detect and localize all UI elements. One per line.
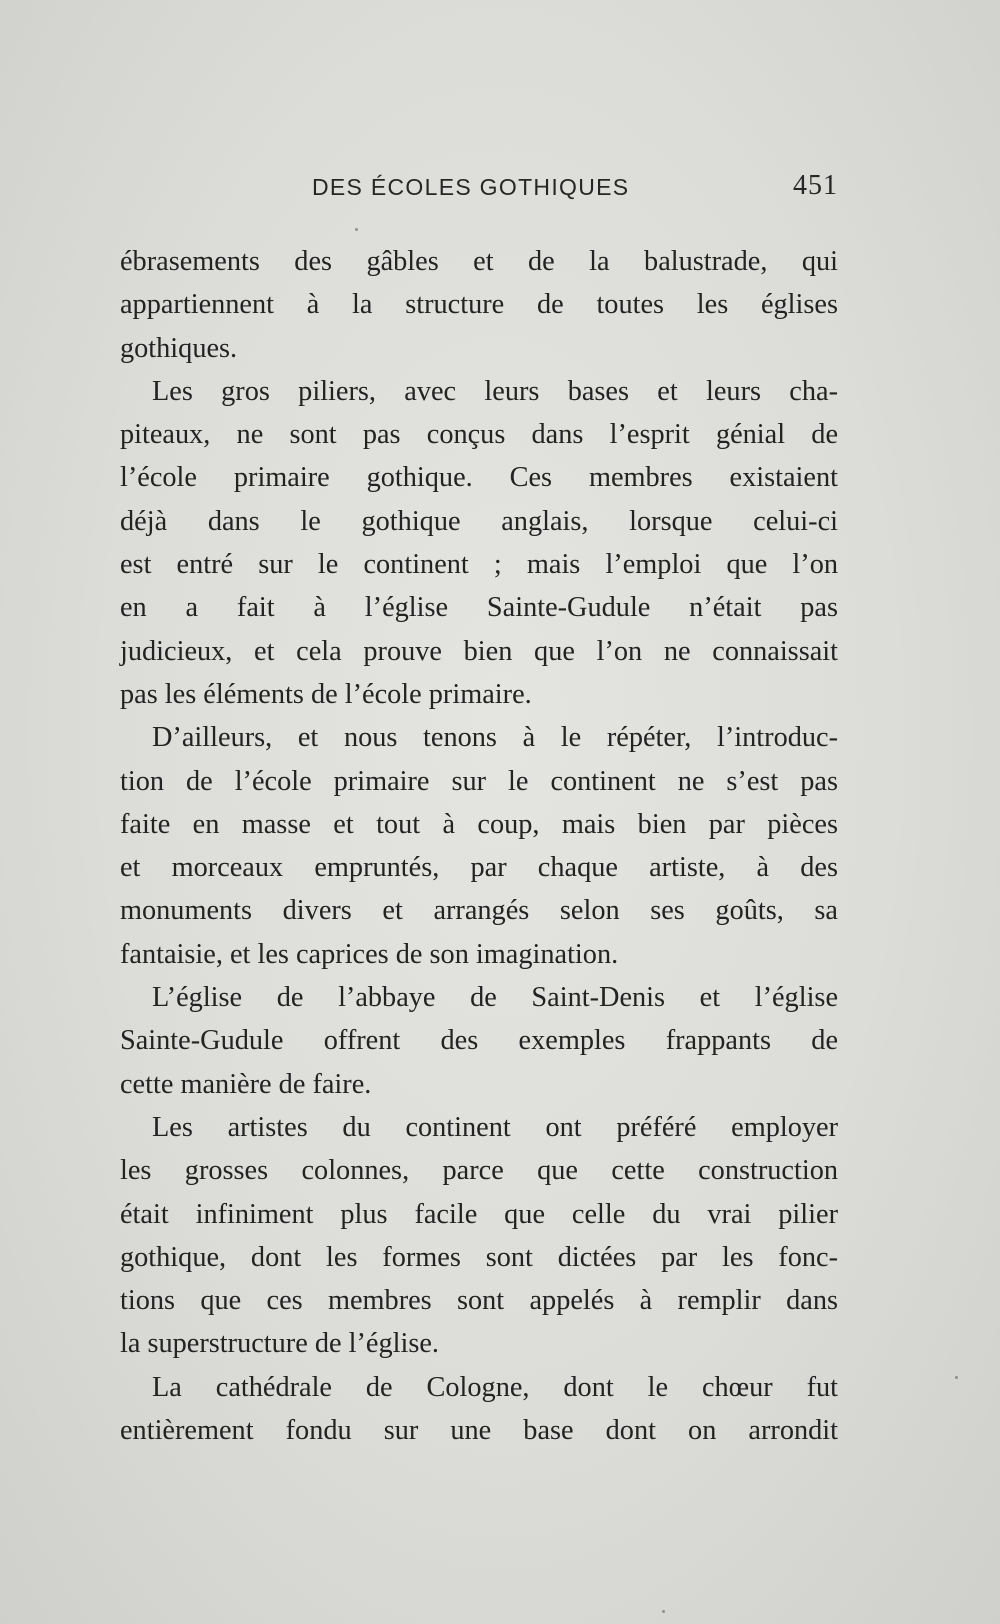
body-text [120, 240, 838, 1452]
text-line: Les artistes du continent ont préféré employer [152, 1111, 838, 1143]
text-line: ébrasements des gâbles et de la balustrade, qui [120, 246, 838, 277]
text-line: la superstructure de l’église. [120, 1328, 440, 1360]
ink-speck [955, 1376, 958, 1379]
text-line: tion de l’école primaire sur le continent ne s’est pas [120, 765, 838, 797]
page-header [120, 170, 838, 206]
text-line: tions que ces membres sont appelés à remplir dans [120, 1285, 838, 1317]
text-line: était infiniment plus facile que celle du vrai pilier [120, 1198, 838, 1230]
text-line: pas les éléments de l’école primaire. [120, 678, 532, 710]
text-line: D’ailleurs, et nous tenons à le répéter, l’introduc- [152, 722, 838, 754]
paragraph [120, 1366, 838, 1453]
text-line: est entré sur le continent ; mais l’emploi que l’on [120, 549, 838, 581]
text-line: gothiques. [120, 332, 238, 364]
paragraph [120, 1106, 838, 1366]
text-line: Les gros piliers, avec leurs bases et leurs cha- [152, 375, 838, 407]
text-line: cette manière de faire. [120, 1068, 372, 1100]
paragraph [120, 976, 838, 1106]
ink-speck [662, 1610, 665, 1613]
text-line: les grosses colonnes, parce que cette construction [120, 1155, 838, 1187]
text-line: Sainte-Gudule offrent des exemples frappants de [120, 1025, 838, 1057]
text-line: gothique, dont les formes sont dictées par les fonc- [120, 1241, 838, 1273]
running-title: DES ÉCOLES GOTHIQUES [312, 174, 630, 200]
text-line: monuments divers et arrangés selon ses goûts, sa [120, 895, 838, 927]
text-line: entièrement fondu sur une base dont on arrondit [120, 1415, 838, 1447]
text-line: l’école primaire gothique. Ces membres existaient [120, 462, 838, 494]
paragraph [120, 240, 838, 370]
text-line: L’église de l’abbaye de Saint-Denis et l’église [152, 982, 838, 1014]
paragraph [120, 370, 838, 716]
text-line: appartiennent à la structure de toutes les églises [120, 289, 838, 321]
text-line: La cathédrale de Cologne, dont le chœur fut [152, 1371, 838, 1403]
text-line: judicieux, et cela prouve bien que l’on ne connaissait [120, 635, 838, 667]
text-line: faite en masse et tout à coup, mais bien par pièces [120, 808, 838, 840]
paragraph [120, 716, 838, 976]
ink-speck [355, 228, 358, 231]
page-number: 451 [793, 170, 838, 201]
text-line: déjà dans le gothique anglais, lorsque celui-ci [120, 505, 838, 537]
text-line: et morceaux empruntés, par chaque artiste, à des [120, 852, 838, 884]
text-line: en a fait à l’église Sainte-Gudule n’était pas [120, 592, 838, 624]
text-line: fantaisie, et les caprices de son imagination. [120, 938, 619, 970]
text-line: piteaux, ne sont pas conçus dans l’esprit génial de [120, 419, 838, 451]
